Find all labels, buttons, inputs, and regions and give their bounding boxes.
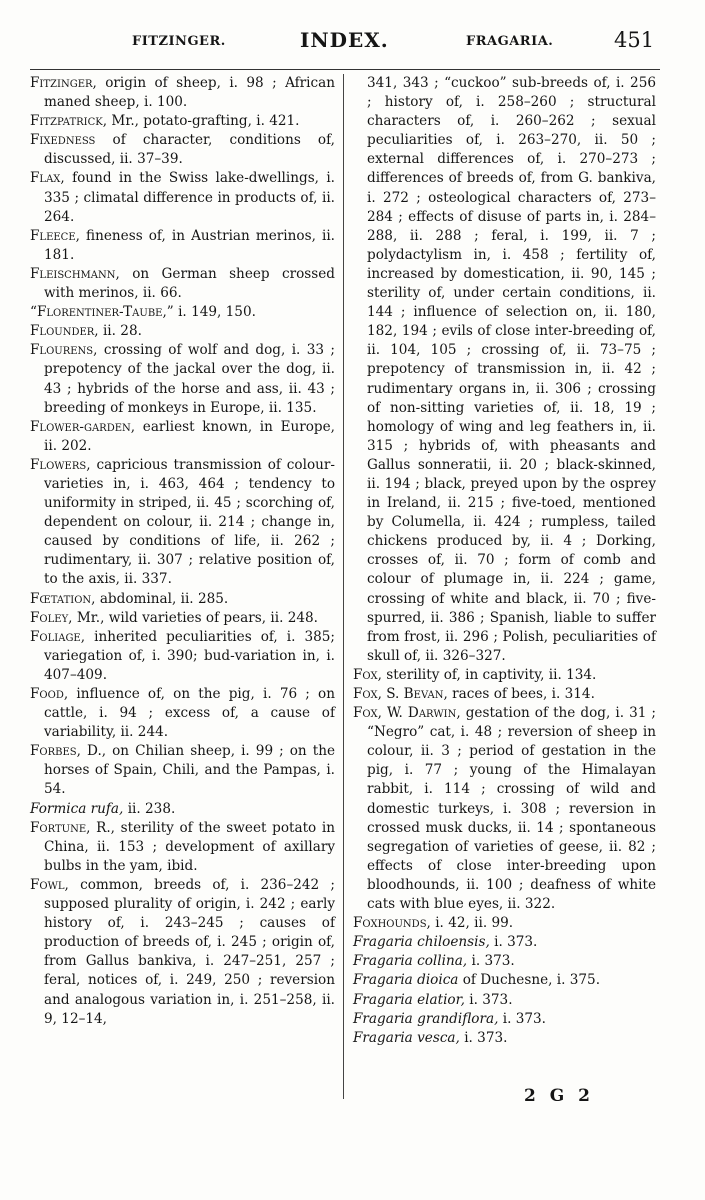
entry-heading: Fleece, xyxy=(30,227,80,244)
entry-heading-italic: Fragaria dioica xyxy=(353,972,459,989)
index-entry xyxy=(30,418,335,456)
entry-text: gestation of the dog, i. 31 ; “Negro” cat, i. 48 ; reversion of sheep in colour, ii. 3 ; period of gestation in the pig, i. 77 ; young of the Himalayan rabbit, i. 114 ; crossing of wild and domestic turkeys, i. 308 ; reversion in crossed musk ducks, ii. 14 ; spontaneous segregation of varieties of geese, ii. 82 ; effects of close inter-breeding upon bloodhounds, ii. 100 ; deafness of white cats with blue eyes, ii. 322. xyxy=(367,705,657,913)
entry-heading: Flounder, xyxy=(30,323,99,340)
index-entry xyxy=(353,1029,656,1048)
signature-mark: 2 G 2 xyxy=(524,1086,595,1106)
entry-text: of character, conditions of, discussed, ii. 37–39. xyxy=(44,132,335,168)
index-entry xyxy=(353,971,656,990)
entry-heading: “Florentiner-Taube,” xyxy=(30,304,174,321)
entry-text: i. 373. xyxy=(494,934,538,951)
right-column xyxy=(353,74,656,1048)
entry-heading-italic: Formica rufa, xyxy=(30,800,124,817)
index-entry xyxy=(30,265,335,303)
entry-heading: Fixedness xyxy=(30,132,96,149)
index-entry xyxy=(30,74,335,112)
entry-text: i. 373. xyxy=(471,953,515,970)
entry-heading: Fœtation, xyxy=(30,590,96,607)
entry-text: i. 373. xyxy=(502,1010,546,1027)
entry-text: ii. 28. xyxy=(102,323,142,340)
entry-text: i. 373. xyxy=(464,1029,508,1046)
entry-text: origin of sheep, i. 98 ; African maned sheep, i. 100. xyxy=(44,75,335,111)
index-entry xyxy=(353,991,656,1010)
index-entry xyxy=(30,876,335,1029)
index-entry xyxy=(353,914,656,933)
index-entry xyxy=(30,341,335,417)
entry-heading: Fitzpatrick, xyxy=(30,113,108,130)
header-rule xyxy=(30,69,660,70)
index-entry xyxy=(353,666,656,685)
index-entry xyxy=(30,742,335,799)
entry-heading-italic: Fragaria elatior, xyxy=(353,991,465,1008)
entry-text: common, breeds of, i. 236–242 ; supposed plurality of origin, i. 242 ; early history of, i. 243–245 ; causes of production of breeds of, i. 245 ; origin of, from Gallus bankiva, i. 247–251, 257 ; feral, notices of, i. 249, 250 ; reversion and analogous variation in, i. 251–258, ii. 9, 12–14, xyxy=(44,876,336,1027)
entry-heading: Foxhounds, xyxy=(353,915,431,932)
index-entry xyxy=(353,1010,656,1029)
entry-text: on German sheep crossed with merinos, ii. 66. xyxy=(44,265,335,302)
header-left-catchword: FITZINGER. xyxy=(132,34,226,49)
entry-heading-italic: Fragaria collina, xyxy=(353,953,468,970)
index-entry xyxy=(30,131,335,169)
header-right-catchword: FRAGARIA. xyxy=(466,34,554,49)
running-head xyxy=(0,28,705,68)
entry-heading: Flax, xyxy=(30,170,65,187)
entry-text: ii. 238. xyxy=(127,800,176,817)
entry-text: influence of, on the pig, i. 76 ; on cattle, i. 94 ; excess of, a cause of variability, ii. 244. xyxy=(44,686,335,741)
entry-heading: Fox, S. Bevan, xyxy=(353,686,448,702)
index-entry xyxy=(30,456,335,590)
entry-heading-italic: Fragaria chiloensis, xyxy=(353,934,490,951)
entry-text: sterility of, in captivity, ii. 134. xyxy=(386,666,597,683)
index-entry xyxy=(30,303,335,322)
entry-text: Mr., wild varieties of pears, ii. 248. xyxy=(76,609,319,626)
index-entry xyxy=(353,952,656,971)
entry-heading-italic: Fragaria grandiflora, xyxy=(353,1010,499,1027)
index-entry xyxy=(30,227,335,265)
index-entry xyxy=(353,933,656,952)
entry-text: of Duchesne, i. 375. xyxy=(462,972,601,989)
entry-heading: Fleischmann, xyxy=(30,265,120,282)
entry-text: Mr., potato-grafting, i. 421. xyxy=(111,113,300,130)
index-entry xyxy=(353,74,656,666)
entry-text: crossing of wolf and dog, i. 33 ; prepotency of the jackal over the dog, ii. 43 ; hybrids of the horse and ass, ii. 43 ; breeding of monkeys in Europe, ii. 135. xyxy=(44,342,335,416)
entry-text: capricious transmission of colour-varieties in, i. 463, 464 ; tendency to uniformity in striped, ii. 45 ; scorching of, dependent on colour, ii. 214 ; change in, caused by conditions of life, ii. 262 ; rudimentary, ii. 307 ; relative position of, to the axis, ii. 337. xyxy=(44,456,335,588)
entry-heading: Flower-garden, xyxy=(30,418,136,435)
entry-heading: Fitzinger, xyxy=(30,75,97,91)
entry-text: earliest known, in Europe, ii. 202. xyxy=(44,418,335,454)
index-entry xyxy=(30,628,335,685)
entry-heading: Foliage, xyxy=(30,628,86,645)
page-number: 451 xyxy=(614,28,655,52)
header-title: INDEX. xyxy=(300,28,389,52)
entry-heading: Fortune, xyxy=(30,819,91,836)
index-entry xyxy=(30,169,335,226)
entry-text: i. 149, 150. xyxy=(178,304,256,321)
entry-text: races of bees, i. 314. xyxy=(452,686,595,702)
entry-heading: Flourens, xyxy=(30,342,98,359)
entry-heading: Foley, xyxy=(30,609,73,626)
entry-heading: Fowl, xyxy=(30,876,69,893)
entry-text: 341, 343 ; “cuckoo” sub-breeds of, i. 256 ; history of, i. 258–260 ; structural characters of, i. 260–262 ; sexual peculiarities of, i. 263–270, ii. 50 ; external differences of, i. 270–273 ; differences of breeds of, from G. bankiva, i. 272 ; osteological characters of, 273–284 ; effects of disuse of parts in, i. 284–288, ii. 288 ; feral, i. 199, ii. 7 ; polydactylism in, i. 458 ; fertility of, increased by domestication, ii. 90, 145 ; sterility of, under certain conditions, ii. 144 ; influence of selection on, ii. 180, 182, 194 ; evils of close inter-breeding of, ii. 104, 105 ; crossing of, ii. 73–75 ; prepotency of transmission in, ii. 42 ; rudimentary organs in, ii. 306 ; crossing of non-sitting varieties of, ii. 18, 19 ; homology of wing and leg feathers in, ii. 315 ; hybrids of, with pheasants and Gallus sonneratii, ii. 20 ; black-skinned, ii. 194 ; black, preyed upon by the osprey in Ireland, ii. 215 ; five-toed, mentioned by Columella, ii. 424 ; rumpless, tailed chickens produced by, ii. 4 ; Dorking, crosses of, ii. 70 ; form of comb and colour of plumage in, ii. 224 ; game, crossing of white and black, ii. 70 ; five-spurred, ii. 386 ; Spanish, liable to suffer from frost, ii. 296 ; Polish, peculiarities of skull of, ii. 326–327. xyxy=(367,75,656,664)
entry-text: inherited peculiarities of, i. 385; variegation of, i. 390; bud-variation in, i. 407–409. xyxy=(44,628,335,683)
index-entry xyxy=(353,685,656,704)
index-entry xyxy=(30,112,335,131)
entry-heading-italic: Fragaria vesca, xyxy=(353,1029,460,1046)
index-entry xyxy=(30,685,335,742)
entry-heading: Food, xyxy=(30,686,69,702)
entry-text: found in the Swiss lake-dwellings, i. 335 ; climatal difference in products of, ii. 264. xyxy=(44,170,335,225)
entry-heading: Fox, xyxy=(353,666,382,683)
entry-text: i. 42, ii. 99. xyxy=(435,915,514,932)
index-entry xyxy=(30,609,335,628)
entry-text: R., sterility of the sweet potato in China, ii. 153 ; development of axillary bulbs in the yam, ibid. xyxy=(44,819,335,874)
index-entry xyxy=(353,704,656,914)
entry-text: fineness of, in Austrian merinos, ii. 181. xyxy=(44,227,335,263)
index-entry xyxy=(30,590,335,609)
entry-heading: Flowers, xyxy=(30,456,91,473)
column-divider xyxy=(343,74,344,1099)
entry-text: abdominal, ii. 285. xyxy=(99,590,229,607)
entry-text: i. 373. xyxy=(469,991,513,1008)
index-entry xyxy=(30,819,335,876)
entry-text: D., on Chilian sheep, i. 99 ; on the horses of Spain, Chili, and the Pampas, i. 54. xyxy=(44,743,335,798)
entry-heading: Fox, W. Darwin, xyxy=(353,705,461,722)
entry-heading: Forbes, xyxy=(30,743,81,760)
index-entry xyxy=(30,800,335,819)
index-entry xyxy=(30,322,335,341)
left-column xyxy=(30,74,335,1029)
